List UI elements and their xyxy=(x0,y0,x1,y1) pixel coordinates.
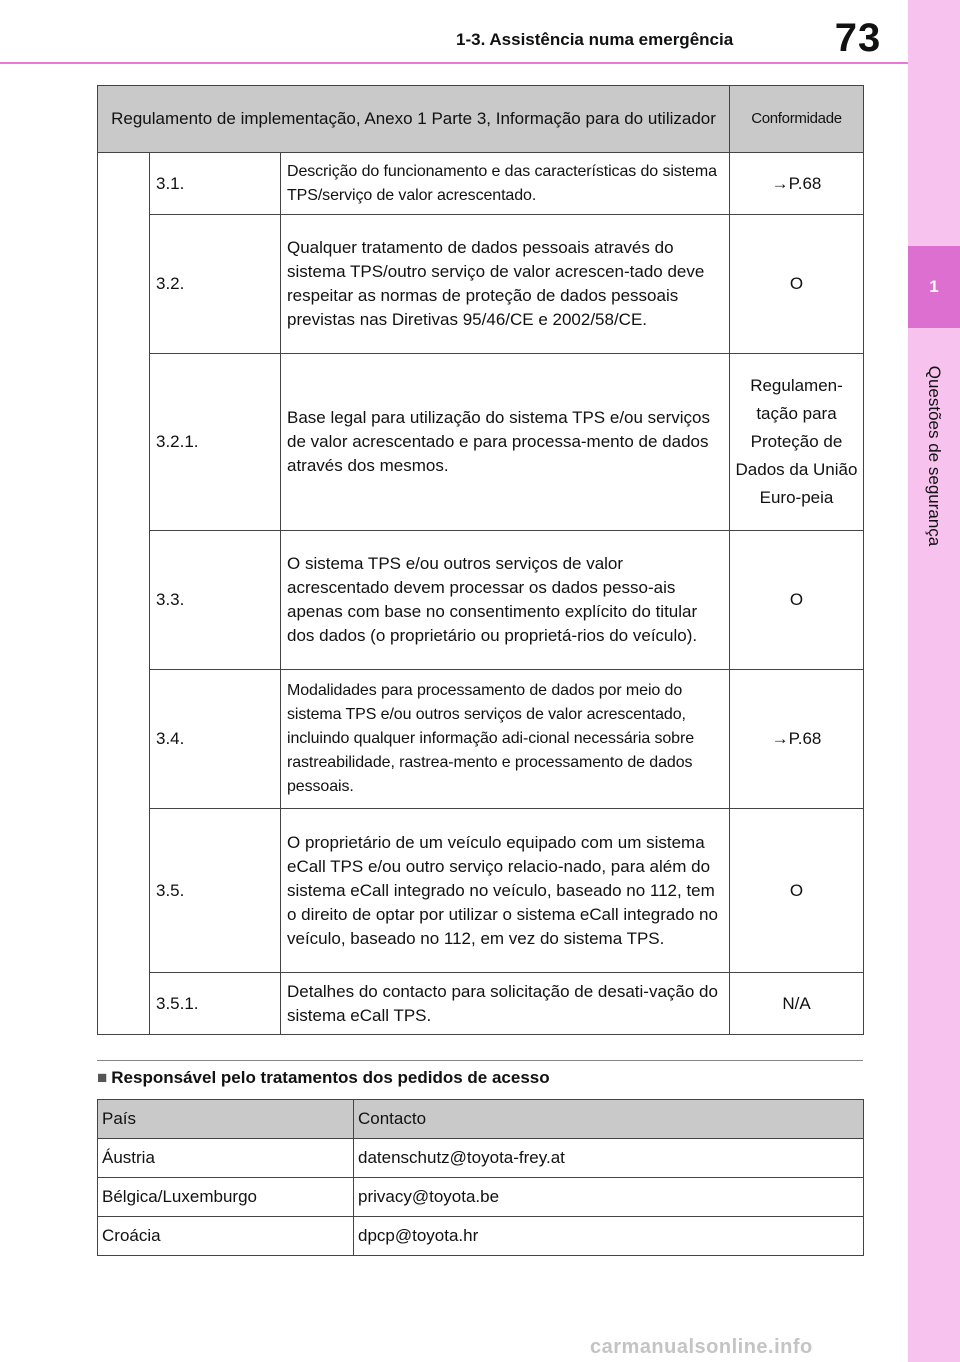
indent-cell xyxy=(98,153,150,1035)
header-rule xyxy=(0,62,908,64)
contact-cell: privacy@toyota.be xyxy=(354,1178,864,1217)
side-tab xyxy=(908,0,960,1362)
table-row xyxy=(98,354,864,531)
row-conformity: N/A xyxy=(730,973,864,1035)
row-description: Descrição do funcionamento e das características do sistema TPS/serviço de valor acrescentado. xyxy=(281,153,730,215)
section-divider xyxy=(97,1060,863,1061)
row-description: Modalidades para processamento de dados por meio do sistema TPS e/ou outros serviços de valor acrescentado, incluindo qualquer informação adi-cional necessária sobre rastreabilidade, rastrea-mento e processamento de dados pessoais. xyxy=(281,670,730,809)
country-cell: Bélgica/Luxemburgo xyxy=(98,1178,354,1217)
row-description: Qualquer tratamento de dados pessoais através do sistema TPS/outro serviço de valor acrescen-tado deve respeitar as normas de proteção de dados pessoais previstas nas Diretivas 95/46/CE e 2002/58/CE. xyxy=(281,215,730,354)
row-description: O sistema TPS e/ou outros serviços de valor acrescentado devem processar os dados pesso-ais apenas com base no consentimento explícito do titular dos dados (o proprietário ou proprietá-rios do veículo). xyxy=(281,531,730,670)
row-conformity: O xyxy=(730,531,864,670)
row-description: O proprietário de um veículo equipado com um sistema eCall TPS e/ou outro serviço relacio-nado, para além do sistema eCall integrado no veículo, baseado no 112, tem o direito de optar por utilizar o sistema eCall integrado no veículo, baseado no 112, em vez do sistema TPS. xyxy=(281,809,730,973)
country-cell: Croácia xyxy=(98,1217,354,1256)
row-number: 3.5.1. xyxy=(150,973,281,1035)
chapter-label: Questões de segurança xyxy=(925,365,944,547)
regulation-table xyxy=(97,85,864,1035)
row-description: Base legal para utilização do sistema TPS e/ou serviços de valor acrescentado e para processa-mento de dados através dos mesmos. xyxy=(281,354,730,531)
row-number: 3.3. xyxy=(150,531,281,670)
contact-cell: dpcp@toyota.hr xyxy=(354,1217,864,1256)
square-bullet-icon: ■ xyxy=(97,1068,108,1087)
row-number: 3.4. xyxy=(150,670,281,809)
table-row xyxy=(98,973,864,1035)
row-number: 3.1. xyxy=(150,153,281,215)
chapter-number: 1 xyxy=(929,277,939,296)
row-conformity: O xyxy=(730,809,864,973)
row-description: Detalhes do contacto para solicitação de desati-vação do sistema eCall TPS. xyxy=(281,973,730,1035)
chapter-number-box xyxy=(908,246,960,328)
access-heading-text: Responsável pelo tratamentos dos pedidos de acesso xyxy=(111,1068,550,1087)
page-number: 73 xyxy=(834,16,882,60)
access-heading xyxy=(97,1068,550,1088)
contact-table xyxy=(97,1099,864,1256)
contact-cell: datenschutz@toyota-frey.at xyxy=(354,1139,864,1178)
row-conformity: →P.68 xyxy=(730,670,864,809)
table-row xyxy=(98,1178,864,1217)
row-conformity: O xyxy=(730,215,864,354)
row-number: 3.2. xyxy=(150,215,281,354)
country-cell: Áustria xyxy=(98,1139,354,1178)
table-row xyxy=(98,809,864,973)
table-row xyxy=(98,1139,864,1178)
contact-header-row xyxy=(98,1100,864,1139)
table-row xyxy=(98,670,864,809)
section-title: 1-3. Assistência numa emergência xyxy=(456,30,734,49)
header-regulation: Regulamento de implementação, Anexo 1 Parte 3, Informação para do utilizador xyxy=(98,86,730,153)
table-row xyxy=(98,153,864,215)
header-country: País xyxy=(98,1100,354,1139)
row-conformity: →P.68 xyxy=(730,153,864,215)
header-contact: Contacto xyxy=(354,1100,864,1139)
header-conformity: Conformidade xyxy=(730,86,864,153)
table-row xyxy=(98,215,864,354)
watermark: carmanualsonline.info xyxy=(590,1336,813,1358)
row-number: 3.2.1. xyxy=(150,354,281,531)
table-row xyxy=(98,1217,864,1256)
row-number: 3.5. xyxy=(150,809,281,973)
table-row xyxy=(98,531,864,670)
row-conformity: Regulamen-tação para Proteção de Dados da União Euro-peia xyxy=(730,354,864,531)
table-header-row xyxy=(98,86,864,153)
